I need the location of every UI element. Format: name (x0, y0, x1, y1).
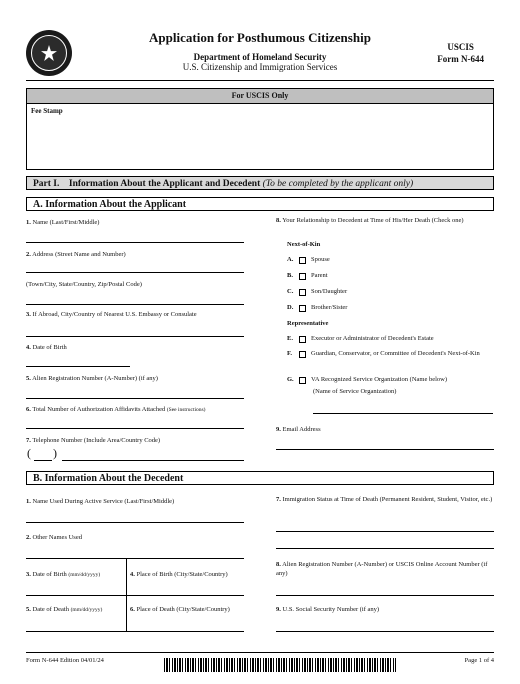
decedent-anumber-field[interactable] (276, 595, 494, 596)
parent-checkbox[interactable] (299, 273, 306, 280)
page-number: Page 1 of 4 (464, 657, 494, 664)
applicant-anumber-label: 5. Alien Registration Number (A-Number) (if any) (26, 375, 158, 382)
option-spouse[interactable]: A. Spouse (287, 256, 330, 263)
option-guardian[interactable]: F. Guardian, Conservator, or Committee of Decedent's Next-of-Kin (287, 350, 480, 357)
decedent-deathplace-label: 6. Place of Death (City/State/Country) (130, 606, 230, 613)
telephone-field[interactable] (62, 460, 244, 461)
applicant-anumber-field[interactable] (26, 398, 244, 399)
email-field[interactable] (276, 449, 494, 450)
form-id-agency: USCIS (447, 42, 474, 52)
section-b-heading: B. Information About the Decedent (26, 471, 494, 485)
brother-sister-checkbox[interactable] (299, 305, 306, 312)
applicant-city-field[interactable] (26, 304, 244, 305)
part1-label: Part I. (33, 179, 60, 189)
decedent-dod-label: 5. Date of Death (mm/dd/yyyy) (26, 606, 103, 613)
affidavits-label: 6. Total Number of Authorization Affidavits Attached (See instructions) (26, 406, 206, 413)
son-daughter-checkbox[interactable] (299, 289, 306, 296)
area-code-field[interactable] (34, 460, 52, 461)
uscis-only-box (26, 88, 494, 170)
immigration-status-field-1[interactable] (276, 531, 494, 532)
guardian-checkbox[interactable] (299, 351, 306, 358)
service-org-field[interactable] (313, 413, 493, 414)
decedent-anumber-label: 8. Alien Registration Number (A-Number) or USCIS Online Account Number (if any) (276, 561, 488, 577)
header-rule (26, 80, 494, 81)
form-id-number: Form N-644 (437, 54, 484, 64)
area-code-close-paren: ) (53, 446, 57, 460)
option-executor[interactable]: E. Executor or Administrator of Decedent's Estate (287, 335, 434, 342)
department-name: Department of Homeland Security (193, 52, 327, 62)
option-brother-sister[interactable]: D. Brother/Sister (287, 304, 348, 311)
relationship-label: 8. Your Relationship to Decedent at Time of His/Her Death (Check one) (276, 217, 464, 224)
section-a-heading: A. Information About the Applicant (26, 197, 494, 211)
ssn-label: 9. U.S. Social Security Number (if any) (276, 606, 380, 613)
other-names-label: 2. Other Names Used (26, 534, 82, 541)
email-label: 9. Email Address (276, 426, 321, 433)
agency-name: U.S. Citizenship and Immigration Services (182, 62, 338, 72)
decedent-death-fields[interactable] (26, 631, 244, 632)
next-of-kin-heading: Next-of-Kin (287, 241, 321, 248)
applicant-address-label: 2. Address (Street Name and Number) (26, 251, 126, 258)
decedent-birth-fields[interactable] (26, 595, 244, 596)
decedent-dob-label: 3. Date of Birth (mm/dd/yyyy) (26, 571, 101, 578)
option-son-daughter[interactable]: C. Son/Daughter (287, 288, 348, 295)
immigration-status-label: 7. Immigration Status at Time of Death (Permanent Resident, Student, Visitor, etc.) (276, 496, 493, 503)
ssn-field[interactable] (276, 631, 494, 632)
embassy-label: 3. If Abroad, City/Country of Nearest U.S. Embassy or Consulate (26, 311, 197, 318)
form-id (437, 41, 484, 65)
part1-title: Information About the Applicant and Decedent (68, 179, 261, 189)
other-names-field[interactable] (26, 558, 244, 559)
fee-stamp-label: Fee Stamp (31, 107, 63, 115)
applicant-street-field[interactable] (26, 272, 244, 273)
service-org-label: (Name of Service Organization) (313, 388, 397, 395)
applicant-dob-field[interactable] (26, 366, 130, 367)
option-va-organization[interactable]: G. VA Recognized Service Organization (Name below) (287, 376, 448, 383)
applicant-name-field[interactable] (26, 242, 244, 243)
decedent-name-field[interactable] (26, 522, 244, 523)
part1-heading (26, 176, 494, 190)
applicant-name-label: 1. Name (Last/First/Middle) (26, 219, 100, 226)
spouse-checkbox[interactable] (299, 257, 306, 264)
embassy-field[interactable] (26, 336, 244, 337)
telephone-label: 7. Telephone Number (Include Area/Country Code) (26, 437, 161, 444)
representative-heading: Representative (287, 320, 329, 327)
barcode (164, 658, 396, 672)
executor-checkbox[interactable] (299, 336, 306, 343)
form-edition: Form N-644 Edition 04/01/24 (26, 657, 104, 664)
decedent-name-label: 1. Name Used During Active Service (Last/First/Middle) (26, 498, 175, 505)
affidavits-field[interactable] (26, 428, 244, 429)
uscis-only-heading: For USCIS Only (27, 89, 493, 104)
footer-rule (26, 652, 494, 653)
area-code-open-paren: ( (27, 446, 31, 460)
va-organization-checkbox[interactable] (299, 377, 306, 384)
form-title: Application for Posthumous Citizenship (149, 30, 371, 45)
applicant-dob-label: 4. Date of Birth (26, 344, 67, 351)
immigration-status-field-2[interactable] (276, 548, 494, 549)
decedent-birthplace-label: 4. Place of Birth (City/State/Country) (130, 571, 228, 578)
option-parent[interactable]: B. Parent (287, 272, 328, 279)
applicant-city-label: (Town/City, State/Country, Zip/Postal Code) (26, 281, 142, 288)
part1-note: (To be completed by the applicant only) (262, 179, 414, 189)
